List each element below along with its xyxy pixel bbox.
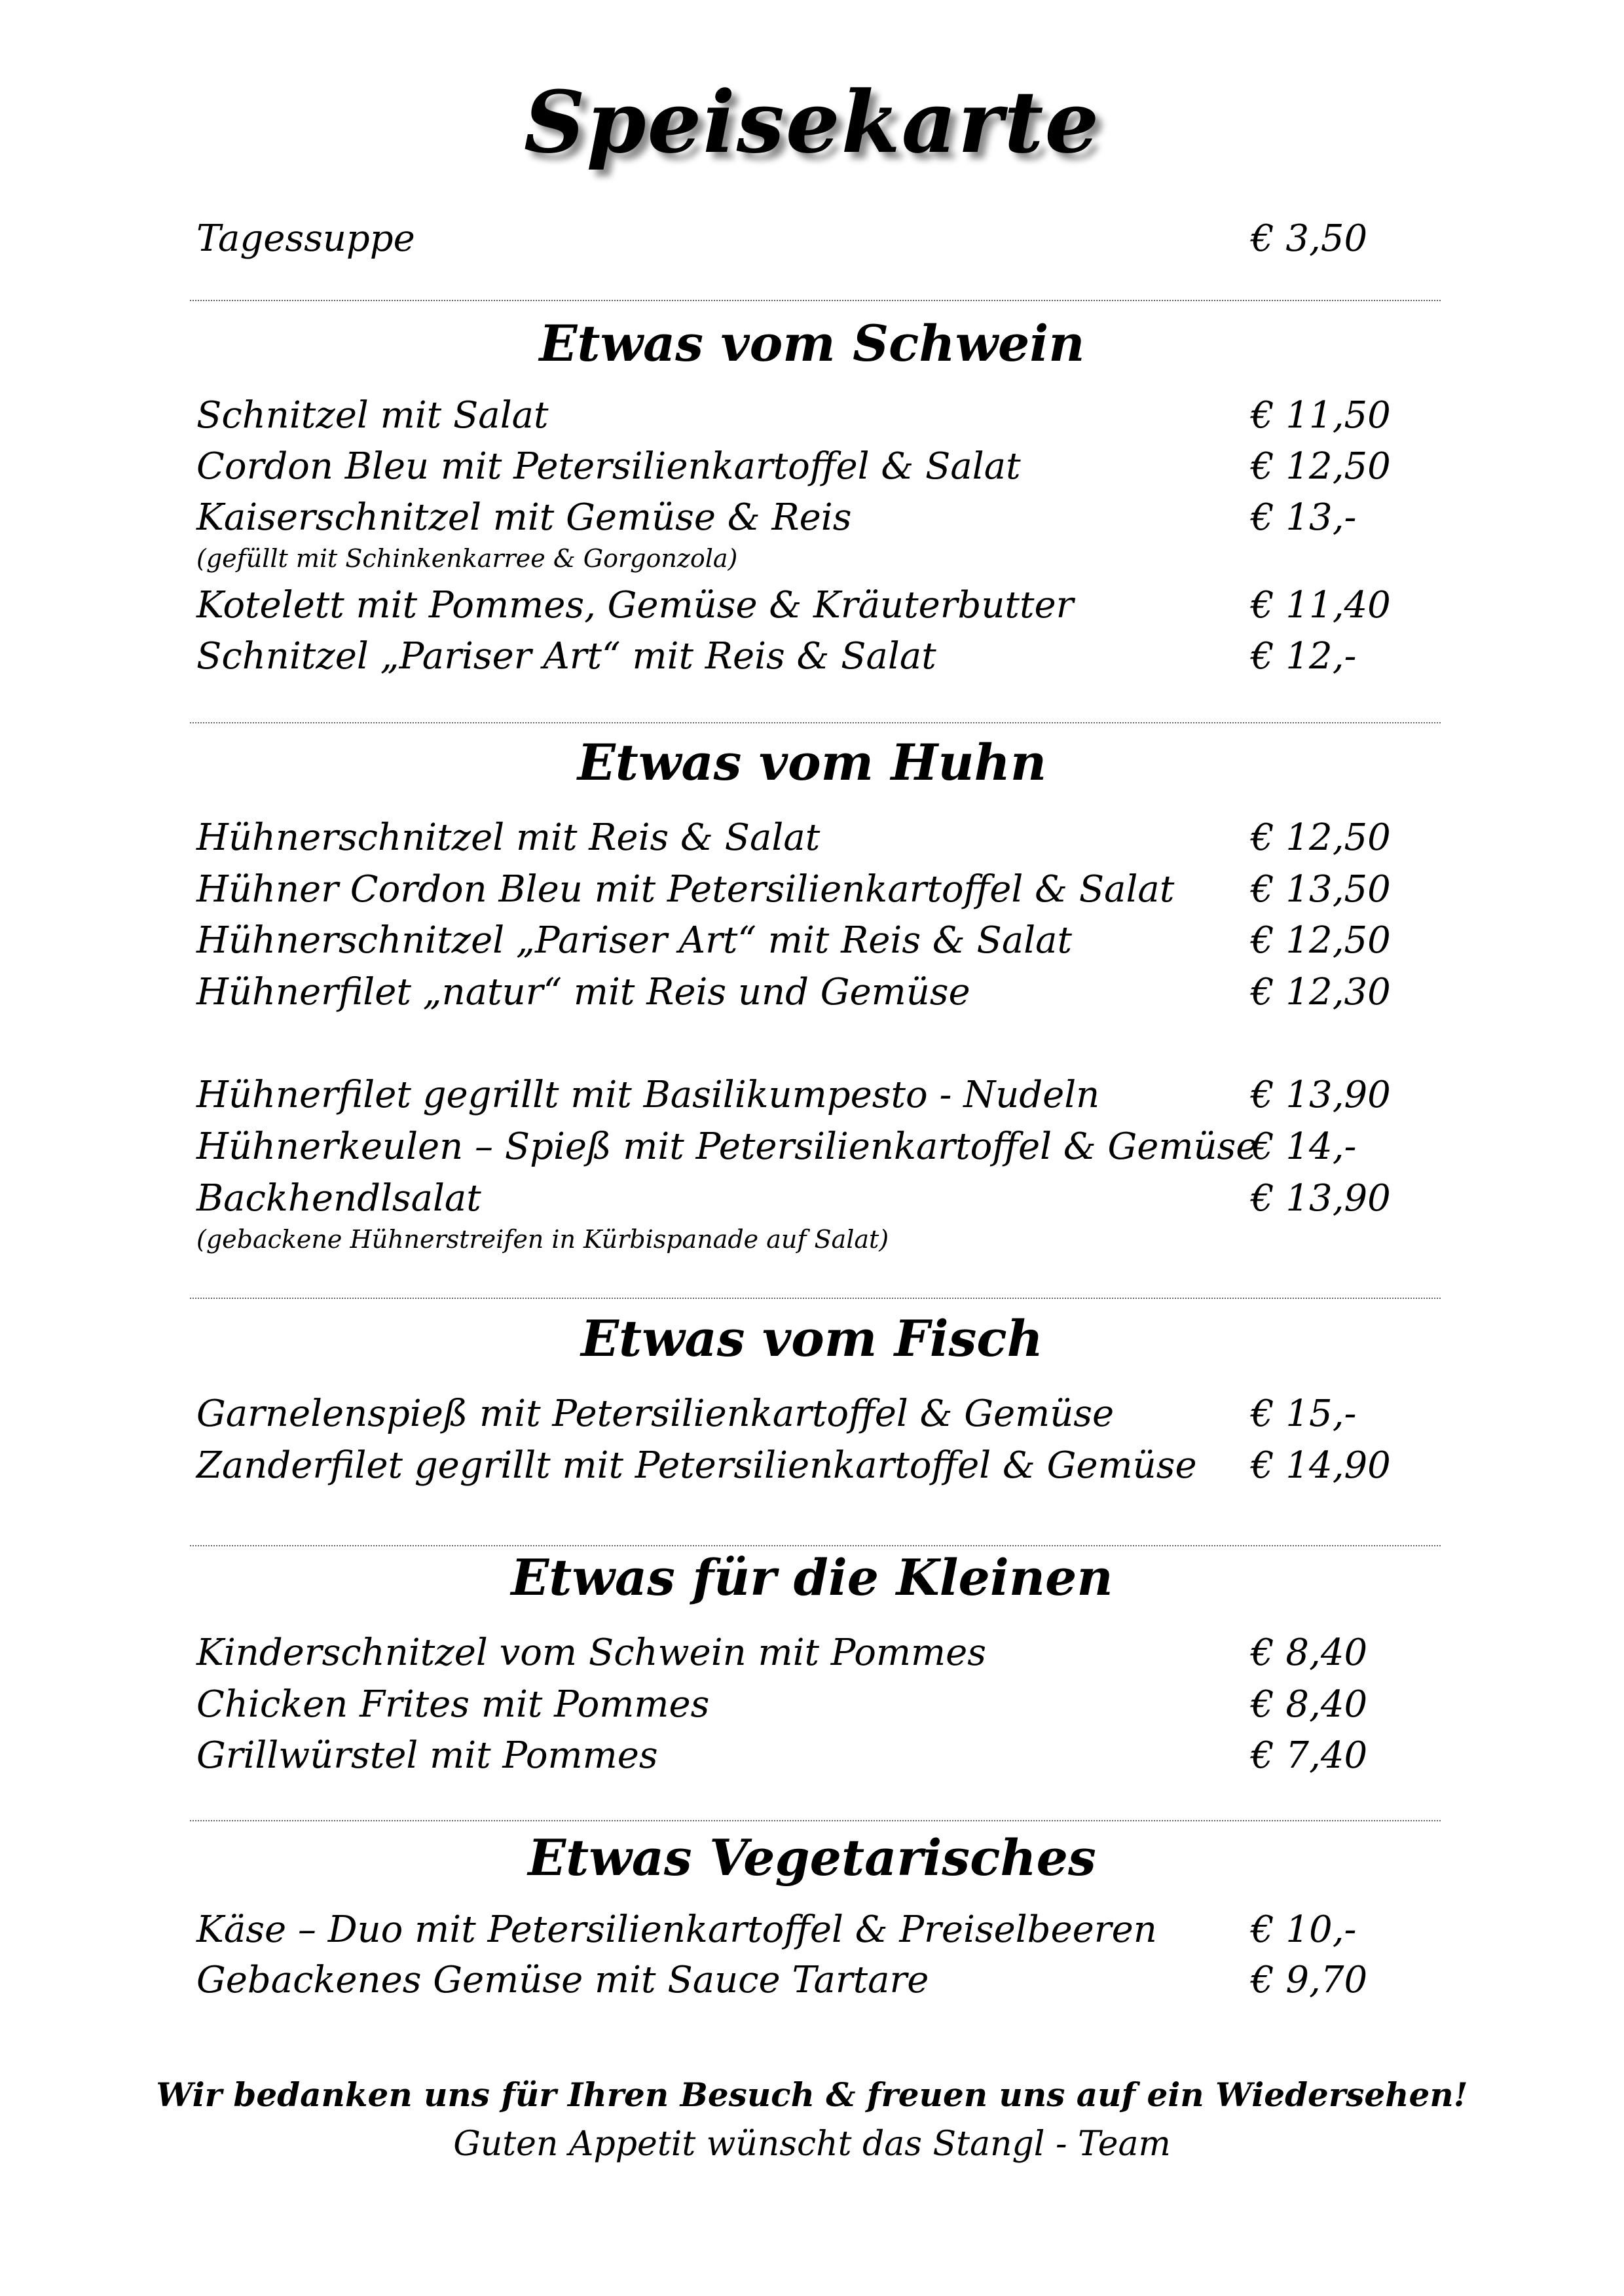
item-price: € 10,- [1251,1908,1357,1951]
item-price: € 14,90 [1251,1444,1391,1487]
item-price: € 13,- [1251,496,1357,539]
footer-signature: Guten Appetit wünscht das Stangl - Team [453,2124,1171,2164]
item-price: € 13,90 [1251,1177,1391,1220]
menu-item [196,1124,1441,1170]
item-name: Grillwürstel mit Pommes [196,1734,658,1777]
item-price: € 13,50 [1251,868,1391,911]
item-name: Garnelenspieß mit Petersilienkartoffel & Gemüse [196,1393,1115,1435]
section-heading-schwein: Etwas vom Schwein [539,314,1085,373]
item-name: Kinderschnitzel vom Schwein mit Pommes [196,1631,986,1674]
item-name: Tagessuppe [196,217,415,260]
menu-item [196,1682,1441,1728]
item-name: Kotelett mit Pommes, Gemüse & Kräuterbutter [196,584,1074,627]
item-price: € 12,- [1251,635,1357,678]
item-price: € 14,- [1251,1125,1357,1168]
section-divider [190,1820,1441,1821]
item-name: Zanderfilet gegrillt mit Petersilienkartoffel & Gemüse [196,1444,1197,1487]
menu-item [196,918,1441,964]
item-price: € 12,30 [1251,971,1391,1013]
section-heading-fisch: Etwas vom Fisch [581,1309,1043,1368]
menu-item [196,393,1441,439]
item-name: Hühnerschnitzel „Pariser Art“ mit Reis & Salat [196,919,1073,962]
menu-item [196,634,1441,680]
menu-item [196,1958,1441,2003]
item-price: € 12,50 [1251,816,1391,859]
item-name: Schnitzel „Pariser Art“ mit Reis & Salat [196,635,936,678]
item-price: € 15,- [1251,1393,1357,1435]
menu-item [196,1907,1441,1953]
item-price: € 11,40 [1251,584,1391,627]
item-name: Schnitzel mit Salat [196,394,549,437]
item-name: Backhendlsalat [196,1177,481,1220]
item-price: € 9,70 [1251,1959,1368,2001]
page-title: Speisekarte [523,72,1101,172]
item-price: € 11,50 [1251,394,1391,437]
menu-item [196,444,1441,490]
footer-thanks: Wir bedanken uns für Ihren Besuch & freuen uns auf ein Wiedersehen! [156,2075,1468,2114]
section-divider [190,300,1441,301]
section-divider [190,1298,1441,1299]
item-name: Hühnerfilet „natur“ mit Reis und Gemüse [196,971,970,1013]
item-name: Käse – Duo mit Petersilienkartoffel & Preiselbeeren [196,1908,1157,1951]
item-name: Kaiserschnitzel mit Gemüse & Reis [196,496,852,539]
menu-item [196,1630,1441,1676]
item-price: € 12,50 [1251,445,1391,488]
menu-item [196,1072,1441,1118]
item-price: € 12,50 [1251,919,1391,962]
item-note: (gefüllt mit Schinkenkarree & Gorgonzola) [196,544,738,573]
item-name: Hühnerschnitzel mit Reis & Salat [196,816,821,859]
menu-item [196,970,1441,1015]
item-name: Cordon Bleu mit Petersilienkartoffel & Salat [196,445,1021,488]
menu-item [196,815,1441,861]
menu-item [196,867,1441,913]
menu-item [196,1443,1441,1489]
item-name: Gebackenes Gemüse mit Sauce Tartare [196,1959,929,2001]
item-name: Hühnerkeulen – Spieß mit Petersilienkartoffel & Gemüse [196,1125,1258,1168]
menu-item [196,495,1441,541]
item-name: Chicken Frites mit Pommes [196,1683,710,1726]
menu-item [196,1733,1441,1779]
item-price: € 13,90 [1251,1074,1391,1116]
item-name: Hühnerfilet gegrillt mit Basilikumpesto - Nudeln [196,1074,1100,1116]
item-price: € 3,50 [1251,217,1368,260]
section-divider [190,722,1441,723]
section-heading-kleinen: Etwas für die Kleinen [511,1548,1113,1607]
item-price: € 7,40 [1251,1734,1368,1777]
section-heading-vegetarisches: Etwas Vegetarisches [528,1829,1096,1887]
menu-item [196,583,1441,629]
menu-item [196,1391,1441,1437]
item-note: (gebackene Hühnerstreifen in Kürbispanade auf Salat) [196,1225,889,1254]
item-price: € 8,40 [1251,1683,1368,1726]
section-heading-huhn: Etwas vom Huhn [577,733,1047,792]
menu-item-soup [196,216,1441,262]
item-price: € 8,40 [1251,1631,1368,1674]
menu-item [196,1176,1441,1222]
item-name: Hühner Cordon Bleu mit Petersilienkartoffel & Salat [196,868,1175,911]
